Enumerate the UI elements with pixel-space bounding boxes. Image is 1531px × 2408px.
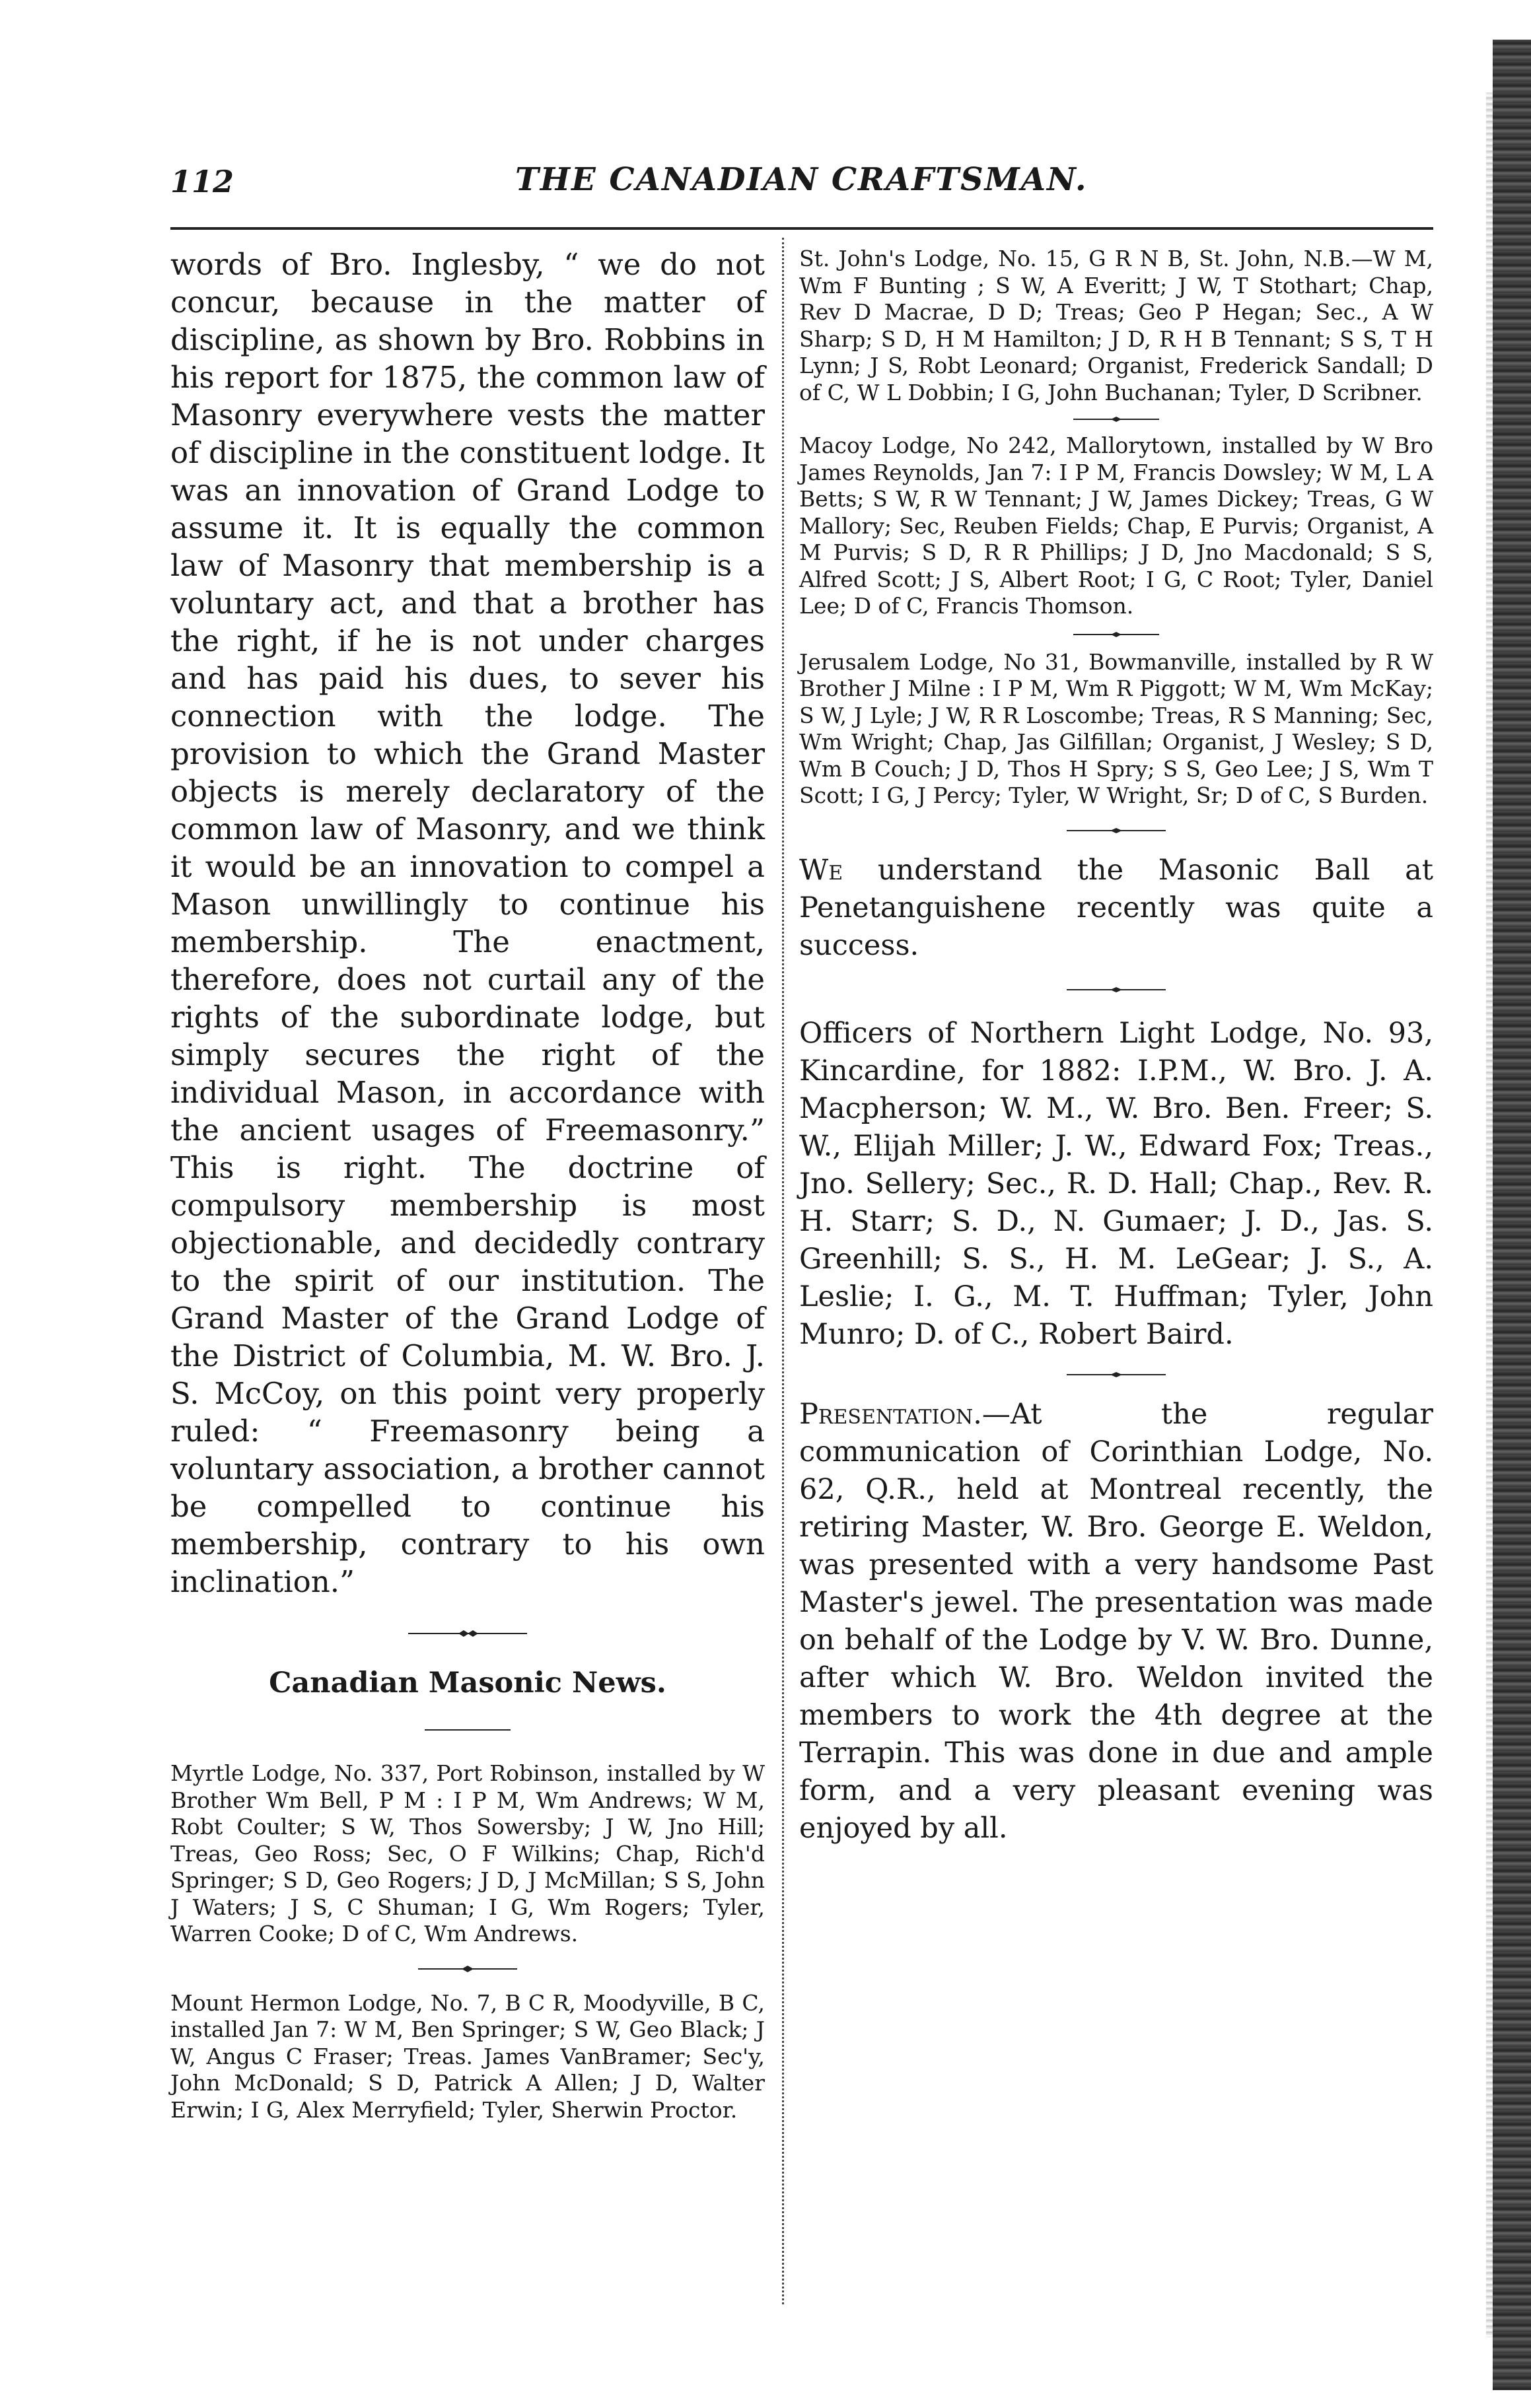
ornament-rule-icon <box>1073 630 1159 639</box>
jerusalem-lodge-notice: Jerusalem Lodge, No 31, Bowmanville, installed by R W Brother J Milne : I P M, Wm R Piggott; W M, Wm McKay; S W, J Lyle; J W, R R Loscombe; Treas, R S Manning; Sec, Wm Wright; Chap, Jas Gilfillan; Organist, J Wesley; S D, Wm B Couch; J D, Thos H Spry; S S, Geo Lee; J S, Wm T Scott; I G, J Percy; Tyler, W Wright, Sr; D of C, S Burden. <box>799 648 1433 808</box>
ornament-divider-3 <box>799 406 1433 432</box>
ornament-divider-4 <box>799 620 1433 649</box>
ornament-rule-icon <box>418 1964 517 1974</box>
st-johns-lodge-notice: St. John's Lodge, No. 15, G R N B, St. John, N.B.—W M, Wm F Bunting ; S W, A Everitt; J W, T Stothart; Chap, Rev D Macrae, D D; Treas; Geo P Hegan; Sec., A W Sharp; S D, H M Hamilton; J D, R H B Tennant; S S, T H Lynn; J S, Robt Leonard; Organist, Frederick Sandall; D of C, W L Dobbin; I G, John Buchanan; Tyler, D Scribner. <box>799 246 1433 405</box>
presentation-text: —At the regular communication of Corinthian Lodge, No. 62, Q.R., held at Montreal recently, the retiring Master, W. Bro. George E. Weldon, was presented with a very handsome Past Master's jewel. The presentation was made on behalf of the Lodge by V. W. Bro. Dunne, after which W. Bro. Weldon invited the members to work the 4th degree at the Terrapin. This was done in due and ample form, and a very pleasant evening was enjoyed by all. <box>799 1397 1433 1845</box>
ornament-divider-5 <box>799 809 1433 852</box>
ornament-divider-2 <box>170 1948 765 1990</box>
masonic-ball-notice <box>799 852 1433 965</box>
ornament-rule-icon <box>1073 415 1159 424</box>
ornament-rule-icon <box>1067 826 1166 835</box>
northern-light-lodge-notice: Officers of Northern Light Lodge, No. 93, Kincardine, for 1882: I.P.M., W. Bro. J. A. Macpherson; W. M., W. Bro. Ben. Freer; S. W., Elijah Miller; J. W., Edward Fox; Treas., Jno. Sellery; Sec., R. D. Hall; Chap., Rev. R. H. Starr; S. D., N. Gumaer; J. D., Jas. S. Greenhill; S. S., H. M. LeGear; J. S., A. Leslie; I. G., M. T. Huffman; Tyler, John Munro; D. of C., Robert Baird. <box>799 1016 1433 1351</box>
myrtle-lodge-notice: Myrtle Lodge, No. 337, Port Robinson, installed by W Brother Wm Bell, P M : I P M, Wm Andrews; W M, Robt Coulter; S W, Thos Sowersby; J W, Jno Hill; Treas, Geo Ross; Sec, O F Wilkins; Chap, Rich'd Springer; S D, Geo Rogers; J D, J McMillan; S S, John J Waters; J S, C Shuman; I G, Wm Rogers; Tyler, Warren Cooke; D of C, Wm Andrews. <box>170 1760 765 1946</box>
macoy-lodge-notice: Macoy Lodge, No 242, Mallorytown, installed by W Bro James Reynolds, Jan 7: I P M, Francis Dowsley; W M, L A Betts; S W, R W Tennant; J W, James Dickey; Treas, G W Mallory; Sec, Reuben Fields; Chap, E Purvis; Organist, A M Purvis; S D, R R Phillips; J D, Jno Macdonald; S S, Alfred Scott; J S, Albert Root; I G, C Root; Tyler, Daniel Lee; D of C, Francis Thomson. <box>799 432 1433 619</box>
presentation-notice <box>799 1396 1433 1847</box>
running-title: THE CANADIAN CRAFTSMAN. <box>515 161 1088 198</box>
presentation-lead: Presentation. <box>799 1397 982 1431</box>
column-divider <box>782 238 784 2304</box>
book-binding-edge <box>1493 40 1531 2390</box>
header-rule <box>170 227 1433 230</box>
ornament-divider-6 <box>799 965 1433 1015</box>
page-edge-shadow <box>1486 92 1493 2337</box>
right-column <box>799 246 1433 1847</box>
continued-article-text: words of Bro. Inglesby, “ we do not concur, because in the matter of discipline, as shown by Bro. Robbins in his report for 1875, the common law of Masonry everywhere vests the matter of discipline in the constituent lodge. It was an innovation of Grand Lodge to assume it. It is equally the common law of Masonry that membership is a voluntary act, and that a brother has the right, if he is not under charges and has paid his dues, to sever his connection with the lodge. The provision to which the Grand Master objects is merely declaratory of the common law of Masonry, and we think it would be an innovation to compel a Mason unwillingly to continue his membership. The enactment, therefore, does not curtail any of the rights of the subordinate lodge, but simply secures the right of the individual Mason, in accordance with the ancient usages of Freemasonry.” This is right. The doctrine of compulsory membership is most objectionable, and decidedly contrary to the spirit of our institution. The Grand Master of the Grand Lodge of the District of Columbia, M. W. Bro. J. S. McCoy, on this point very properly ruled: “ Freemasonry being a voluntary association, a brother cannot be compelled to continue his membership, contrary to his own inclination.” <box>170 247 765 1599</box>
ornament-rule-icon <box>1067 985 1166 994</box>
ornament-rule-icon <box>1067 1370 1166 1379</box>
short-divider <box>170 1700 765 1760</box>
masonic-ball-text: understand the Masonic Ball at Penetanguishene recently was quite a success. <box>799 853 1433 962</box>
masonic-ball-lead: We <box>799 853 843 887</box>
ornament-divider-7 <box>799 1354 1433 1396</box>
ornament-rule-icon <box>408 1627 527 1640</box>
short-rule-icon <box>425 1725 511 1735</box>
page-number: 112 <box>170 164 234 199</box>
ornament-divider <box>170 1600 765 1667</box>
left-column <box>170 246 765 2123</box>
mount-hermon-lodge-notice: Mount Hermon Lodge, No. 7, B C R, Moodyville, B C, installed Jan 7: W M, Ben Springer; S W, Geo Black; J W, Angus C Fraser; Treas. James VanBramer; Sec'y, John McDonald; S D, Patrick A Allen; J D, Walter Erwin; I G, Alex Merryfield; Tyler, Sherwin Proctor. <box>170 1989 765 2123</box>
section-heading: Canadian Masonic News. <box>269 1667 666 1700</box>
